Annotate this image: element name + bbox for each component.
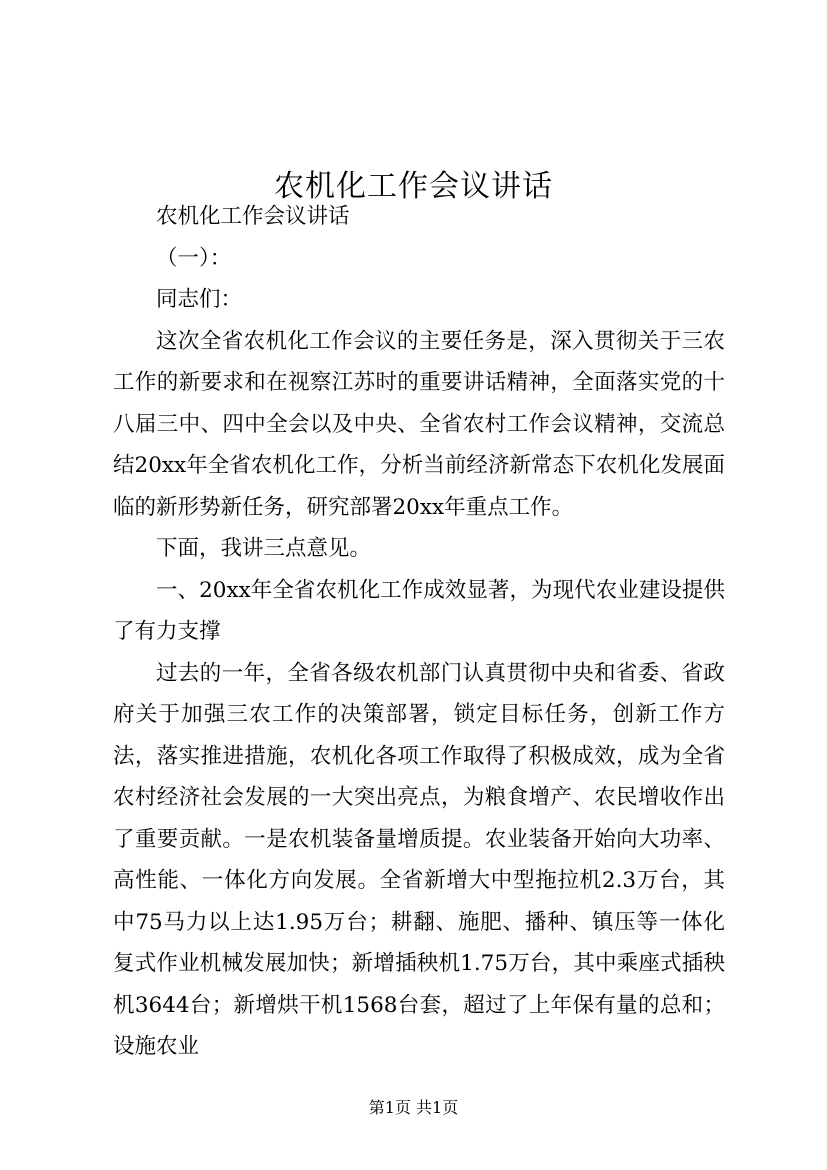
paragraph-review: 过去的一年，全省各级农机部门认真贯彻中央和省委、省政府关于加强三农工作的决策部署，锁定目标任务，创新工作方法，落实推进措施，农机化各项工作取得了积极成效，成为全省农村经济社会发展的一大突出亮点，为粮食增产、农民增收作出了重要贡献。一是农机装备量增质提。农业装备开始向大功率、高性能、一体化方向发展。全省新增大中型拖拉机2.3万台，其中75马力以上达1.95万台；耕翻、施肥、播种、镇压等一体化复式作业机械发展加快；新增插秧机1.75万台，其中乘座式插秧机3644台；新增烘干机1568台套，超过了上年保有量的总和；设施农业	[113, 660, 725, 1059]
paragraph-section-marker: （一）：	[156, 245, 232, 271]
document-body	[113, 196, 725, 1068]
paragraph-transition: 下面，我讲三点意见。	[156, 536, 372, 561]
document-title: 农机化工作会议讲话	[274, 169, 553, 205]
paragraph-subtitle: 农机化工作会议讲话	[156, 204, 350, 229]
paragraph-heading-one: 一、20xx年全省农机化工作成效显著，为现代农业建设提供了有力支撑	[113, 577, 725, 644]
page-footer: 第1页 共1页	[368, 1098, 459, 1117]
paragraph-salutation: 同志们：	[156, 287, 243, 312]
paragraph-intro: 这次全省农机化工作会议的主要任务是，深入贯彻关于三农工作的新要求和在视察江苏时的重要讲话精神，全面落实党的十八届三中、四中全会以及中央、全省农村工作会议精神，交流总结20xx年全省农机化工作，分析当前经济新常态下农机化发展面临的新形势新任务，研究部署20xx年重点工作。	[113, 328, 725, 520]
